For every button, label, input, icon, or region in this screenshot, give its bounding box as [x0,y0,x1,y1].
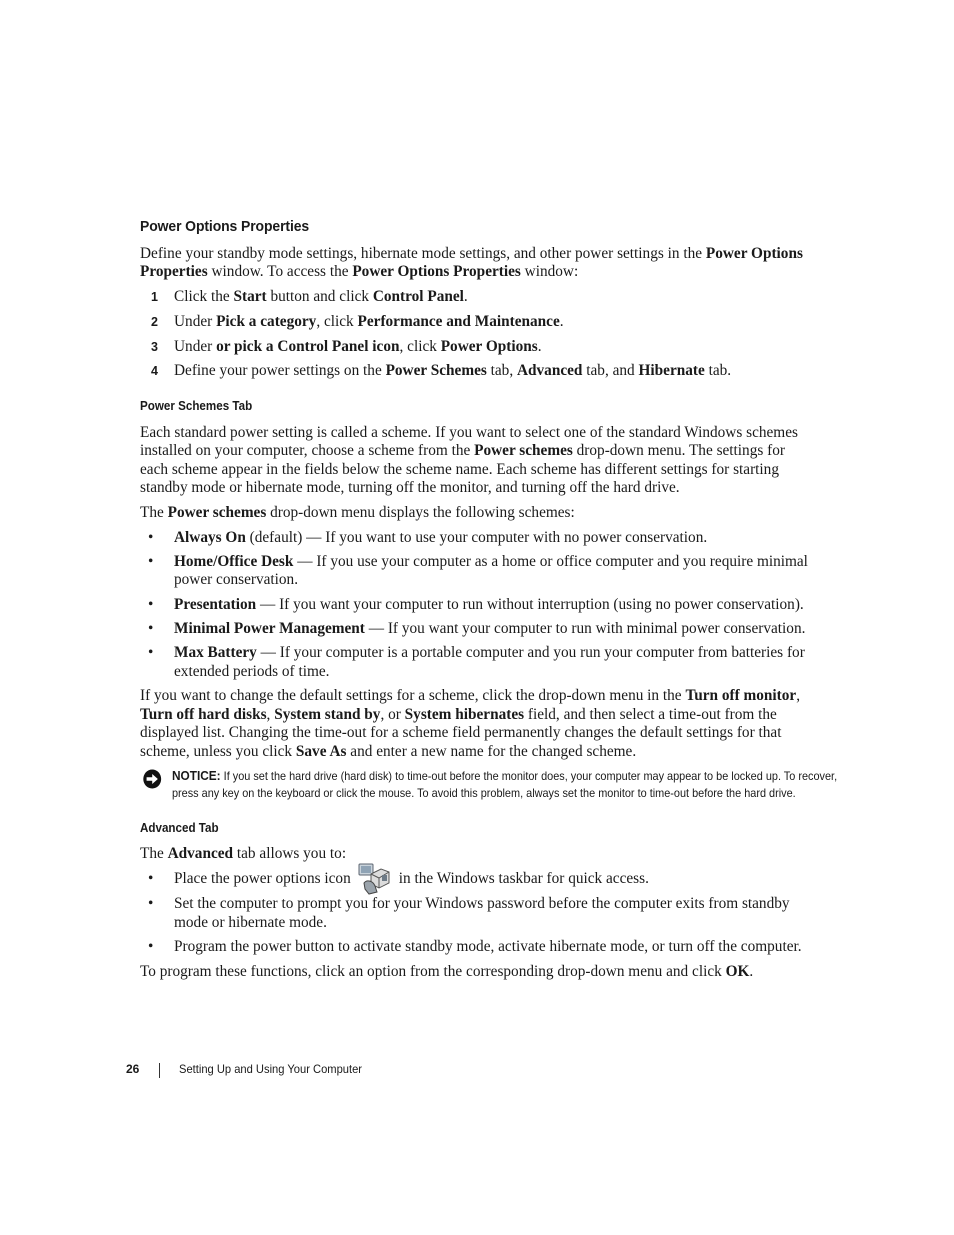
advanced-heading: Advanced Tab [140,820,219,835]
footer-divider [159,1063,160,1078]
list-item: • Always On (default) — If you want to use your computer with no power conservation. [148,528,708,546]
change-settings-paragraph: If you want to change the default settings for a scheme, click the drop-down menu in the Turn off monitor, Turn off hard disks, System stand by, or System hibernates field, and then select a time-out from the displayed list. Changing the time-out for a scheme field permanently changes the default settings for that scheme, unless you click Save As and enter a new name for the changed scheme. [140,687,801,760]
step-item: 4 Define your power settings on the Power Schemes tab, Advanced tab, and Hibernate tab. [151,362,732,380]
list-item: • Presentation — If you want your computer to run without interruption (using no power conservation). [148,595,804,613]
page-content [140,218,838,987]
power-options-icon [355,861,395,895]
list-item: • Set the computer to prompt you for your Windows password before the computer exits from standby mode or hibernate mode. [148,895,790,932]
intro-paragraph: Define your standby mode settings, hibernate mode settings, and other power settings in the Power Options Properties window. To access the Power Options Properties window: [140,244,803,281]
notice-arrow-icon [143,769,162,789]
step-item: 1 Click the Start button and click Control Panel. [151,287,468,305]
schemes-list-intro: The Power schemes drop-down menu displays the following schemes: [140,504,575,522]
advanced-list [140,870,816,957]
chapter-title: Setting Up and Using Your Computer [179,1062,363,1076]
list-item: • Max Battery — If your computer is a portable computer and you run your computer from batteries for extended periods of time. [148,643,805,680]
step-item: 2 Under Pick a category, click Performance and Maintenance. [151,312,564,330]
advanced-intro: The Advanced tab allows you to: [140,845,347,863]
list-item: • Place the power options icon in the Windows taskbar for quick access. [140,870,816,889]
page-number: 26 [126,1062,140,1076]
list-item: • Minimal Power Management — If you want your computer to run with minimal power conservation. [148,619,806,637]
closing-paragraph: To program these functions, click an option from the corresponding drop-down menu and click OK. [140,962,754,980]
section-heading: Power Options Properties [140,218,310,235]
schemes-paragraph: Each standard power setting is called a scheme. If you want to select one of the standard Windows schemes installed on your computer, choose a scheme from the Power schemes drop-down menu. The settings for each scheme appear in the fields below the scheme name. Each scheme has different settings for starting standby mode or hibernate mode, turning off the monitor, and turning off the hard drive. [140,423,798,497]
power-schemes-heading: Power Schemes Tab [140,399,253,414]
notice-box [140,768,847,803]
schemes-list [140,529,816,682]
notice-text: If you set the hard drive (hard disk) to time-out before the monitor does, your computer may appear to be locked up. To recover, press any key on the keyboard or click the mouse. To avoid this problem, always set the monitor to time-out before the hard drive. [171,769,838,801]
step-item: 3 Under or pick a Control Panel icon, click Power Options. [151,337,542,355]
list-item: • Program the power button to activate standby mode, activate hibernate mode, or turn off the computer. [148,938,802,956]
steps-list [140,288,816,381]
notice-label: NOTICE: [171,768,221,783]
list-item: • Home/Office Desk — If you use your computer as a home or office computer and you require minimal power conservation. [148,552,808,589]
